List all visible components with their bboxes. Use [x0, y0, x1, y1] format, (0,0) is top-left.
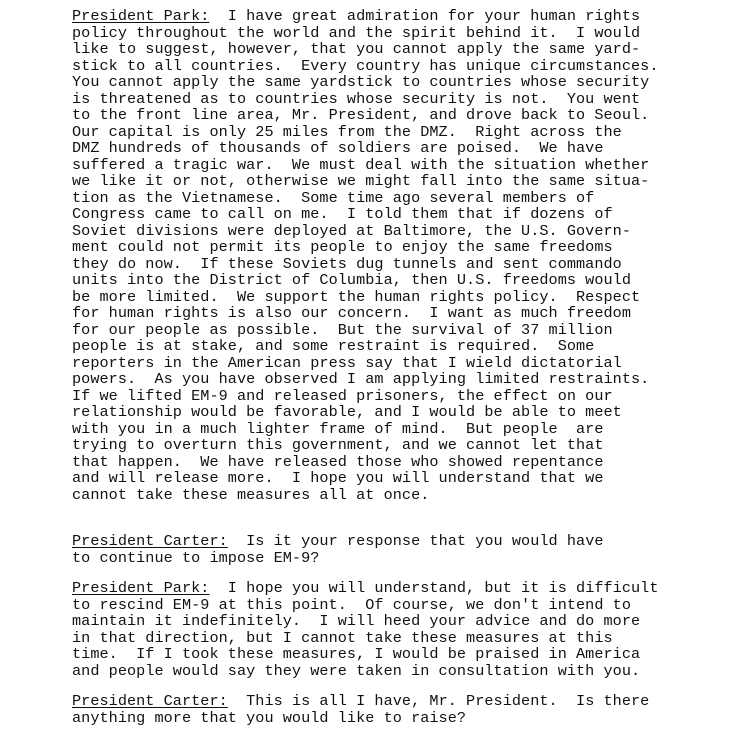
text-line: to continue to impose EM-9? — [72, 548, 320, 567]
text-line: maintain it indefinitely. I will heed your advice and do more — [72, 612, 641, 630]
text-line: to rescind EM-9 at this point. Of course, we don't intend to — [72, 595, 632, 614]
text-line: time. If I took these measures, I would be praised in America — [72, 645, 641, 663]
text-line: for human rights is also our concern. I want as much freedom — [72, 304, 632, 322]
text-line: with you in a much lighter frame of mind. But people are — [72, 419, 604, 438]
speaker-label: President Park: — [72, 7, 210, 25]
statement-carter-2 — [72, 693, 722, 726]
speaker-label: President Carter: — [72, 532, 228, 550]
text-line: policy throughout the world and the spirit behind it. I would — [72, 23, 641, 42]
text-line: stick to all countries. Every country has unique circumstances. — [72, 56, 659, 75]
text-line: is threatened as to countries whose security is not. You went — [72, 89, 641, 108]
text-line: Our capital is only 25 miles from the DMZ. Right across the — [72, 122, 622, 141]
text-line: we like it or not, otherwise we might fall into the same situa- — [72, 172, 650, 190]
text-line: in that direction, but I cannot take these measures at this — [72, 628, 613, 647]
text-line: Congress came to call on me. I told them that if dozens of — [72, 205, 613, 223]
text-line: trying to overturn this government, and we cannot let that — [72, 436, 604, 454]
text-line: ment could not permit its people to enjoy the same freedoms — [72, 238, 613, 256]
text-line: relationship would be favorable, and I would be able to meet — [72, 403, 622, 421]
text-line: be more limited. We support the human rights policy. Respect — [72, 287, 641, 306]
speaker-label: President Park: — [72, 579, 210, 597]
text-line: Soviet divisions were deployed at Baltimore, the U.S. Govern- — [72, 221, 632, 240]
text-line: for our people as possible. But the survival of 37 million — [72, 320, 613, 339]
text-line: suffered a tragic war. We must deal with the situation whether — [72, 155, 650, 174]
text-line: units into the District of Columbia, then U.S. freedoms would — [72, 271, 632, 289]
speaker-label: President Carter: — [72, 692, 228, 710]
text-line: If we lifted EM-9 and released prisoners, the effect on our — [72, 386, 613, 405]
text-line: and people would say they were taken in consultation with you. — [72, 661, 641, 680]
text-line: that happen. We have released those who showed repentance — [72, 452, 604, 471]
text-line: they do now. If these Soviets dug tunnels and sent commando — [72, 254, 622, 273]
text-line: tion as the Vietnamese. Some time ago several members of — [72, 188, 595, 207]
statement-park-1 — [72, 8, 722, 503]
text-line: cannot take these measures all at once. — [72, 485, 430, 504]
text-line: President Park: I have great admiration for your human rights — [72, 7, 641, 25]
text-line: You cannot apply the same yardstick to countries whose security — [72, 73, 650, 91]
text-line: reporters in the American press say that I wield dictatorial — [72, 353, 622, 372]
statement-park-2 — [72, 580, 722, 679]
text-line: President Park: I hope you will understand, but it is difficult — [72, 579, 659, 597]
text-line: powers. As you have observed I am applying limited restraints. — [72, 370, 650, 388]
text-line: DMZ hundreds of thousands of soldiers are poised. We have — [72, 139, 604, 157]
text-line: and will release more. I hope you will understand that we — [72, 469, 604, 487]
text-line: people is at stake, and some restraint is required. Some — [72, 337, 595, 355]
text-line: President Carter: This is all I have, Mr. President. Is there — [72, 692, 650, 710]
text-line: President Carter: Is it your response that you would have — [72, 532, 604, 550]
text-line: like to suggest, however, that you cannot apply the same yard- — [72, 40, 641, 58]
text-line: to the front line area, Mr. President, and drove back to Seoul. — [72, 106, 650, 124]
text-line: anything more that you would like to raise? — [72, 708, 467, 727]
statement-carter-1 — [72, 533, 722, 566]
